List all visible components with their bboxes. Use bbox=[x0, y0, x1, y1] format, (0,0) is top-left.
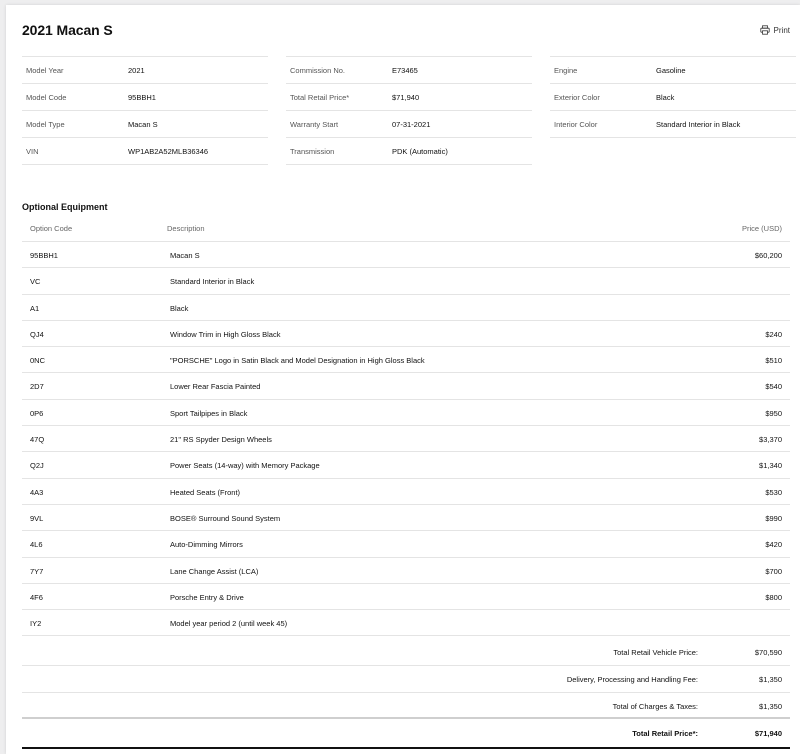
spec-row bbox=[22, 56, 268, 83]
spec-value: 2021 bbox=[128, 65, 145, 75]
spec-label: Transmission bbox=[290, 146, 335, 156]
price-cell: $510 bbox=[765, 356, 782, 366]
total-value: $70,590 bbox=[754, 648, 782, 657]
table-row bbox=[22, 505, 790, 531]
vehicle-details-card bbox=[6, 5, 800, 754]
table-row bbox=[22, 295, 790, 321]
description-cell: 21" RS Spyder Design Wheels bbox=[170, 435, 272, 445]
spec-row bbox=[550, 56, 796, 83]
page-title: 2021 Macan S bbox=[22, 22, 113, 38]
spec-column-3 bbox=[550, 56, 796, 165]
printer-icon bbox=[760, 25, 770, 35]
table-row bbox=[22, 479, 790, 505]
price-cell: $800 bbox=[765, 592, 782, 602]
table-row bbox=[22, 531, 790, 557]
option-code-cell: 4F6 bbox=[30, 592, 43, 602]
option-code-cell: VC bbox=[30, 277, 41, 287]
price-cell: $990 bbox=[765, 513, 782, 523]
spec-column-1 bbox=[22, 56, 268, 165]
total-value: $1,350 bbox=[759, 675, 782, 684]
price-cell: $1,340 bbox=[759, 461, 782, 471]
optional-equipment-title: Optional Equipment bbox=[22, 202, 108, 212]
spec-row bbox=[22, 137, 268, 165]
header-price: Price (USD) bbox=[741, 224, 782, 233]
description-cell: Window Trim in High Gloss Black bbox=[170, 329, 281, 339]
totals-section bbox=[22, 639, 790, 719]
table-row bbox=[22, 426, 790, 452]
table-row bbox=[22, 400, 790, 426]
spec-column-2 bbox=[286, 56, 532, 165]
vehicle-specs bbox=[22, 56, 796, 165]
spec-label: Model Year bbox=[26, 65, 64, 75]
table-row bbox=[22, 584, 790, 610]
grand-total-label: Total Retail Price*: bbox=[632, 729, 698, 738]
description-cell: Lane Change Assist (LCA) bbox=[170, 566, 259, 576]
option-code-cell: IY2 bbox=[30, 619, 42, 629]
spec-value: Gasoline bbox=[656, 65, 686, 75]
option-code-cell: 7Y7 bbox=[30, 566, 44, 576]
total-row bbox=[22, 693, 790, 719]
equipment-table-body bbox=[22, 242, 790, 636]
spec-value: E73465 bbox=[392, 65, 418, 75]
option-code-cell: 0P6 bbox=[30, 408, 44, 418]
spec-row bbox=[286, 137, 532, 165]
option-code-cell: 47Q bbox=[30, 435, 45, 445]
price-cell: $60,200 bbox=[754, 251, 782, 260]
price-cell: $950 bbox=[765, 408, 782, 418]
price-cell: $700 bbox=[765, 566, 782, 576]
description-cell: BOSE® Surround Sound System bbox=[170, 513, 281, 523]
option-code-cell: 4A3 bbox=[30, 487, 44, 497]
spec-row bbox=[286, 110, 532, 137]
spec-value: WP1AB2A52MLB36346 bbox=[128, 146, 209, 156]
description-cell: Porsche Entry & Drive bbox=[170, 592, 244, 602]
table-row bbox=[22, 242, 790, 268]
price-cell: $530 bbox=[765, 487, 782, 497]
price-cell: $540 bbox=[765, 382, 782, 392]
price-cell: $240 bbox=[765, 329, 782, 339]
spec-value: Macan S bbox=[128, 119, 158, 129]
description-cell: Macan S bbox=[170, 251, 200, 260]
grand-total-row bbox=[22, 717, 790, 749]
header-option-code: Option Code bbox=[30, 224, 73, 233]
description-cell: Heated Seats (Front) bbox=[170, 487, 241, 497]
option-code-cell: 9VL bbox=[30, 513, 44, 523]
spec-label: Commission No. bbox=[290, 65, 346, 75]
equipment-table-header bbox=[22, 215, 790, 242]
spec-label: Interior Color bbox=[554, 119, 598, 129]
print-button[interactable] bbox=[760, 25, 790, 35]
spec-label: VIN bbox=[26, 146, 39, 156]
header-description: Description bbox=[167, 224, 205, 233]
spec-row bbox=[22, 83, 268, 110]
spec-label: Warranty Start bbox=[290, 119, 339, 129]
total-label: Delivery, Processing and Handling Fee: bbox=[566, 675, 698, 684]
spec-value: 95BBH1 bbox=[128, 92, 156, 102]
total-value: $1,350 bbox=[759, 702, 782, 711]
price-cell: $3,370 bbox=[759, 435, 782, 445]
option-code-cell: A1 bbox=[30, 303, 40, 313]
table-row bbox=[22, 321, 790, 347]
description-cell: Auto-Dimming Mirrors bbox=[170, 540, 243, 550]
total-row bbox=[22, 639, 790, 666]
spec-value: 07-31-2021 bbox=[392, 119, 431, 129]
spec-value: $71,940 bbox=[392, 92, 420, 102]
table-row bbox=[22, 373, 790, 399]
description-cell: Power Seats (14-way) with Memory Package bbox=[170, 461, 320, 471]
option-code-cell: QJ4 bbox=[30, 329, 44, 339]
description-cell: Model year period 2 (until week 45) bbox=[170, 619, 288, 629]
spec-label: Model Type bbox=[26, 119, 65, 129]
description-cell: Standard Interior in Black bbox=[170, 277, 255, 287]
grand-total-value: $71,940 bbox=[754, 729, 782, 738]
table-row bbox=[22, 268, 790, 294]
option-code-cell: 95BBH1 bbox=[30, 251, 58, 260]
total-label: Total Retail Vehicle Price: bbox=[613, 648, 698, 657]
description-cell: Black bbox=[170, 303, 189, 313]
table-row bbox=[22, 558, 790, 584]
option-code-cell: 4L6 bbox=[30, 540, 43, 550]
print-label: Print bbox=[773, 25, 790, 35]
option-code-cell: 0NC bbox=[30, 356, 46, 366]
price-cell: $420 bbox=[765, 540, 782, 550]
spec-row bbox=[286, 56, 532, 83]
option-code-cell: Q2J bbox=[30, 461, 44, 471]
spec-row bbox=[550, 83, 796, 110]
option-code-cell: 2D7 bbox=[30, 382, 44, 392]
spec-value: Standard Interior in Black bbox=[656, 119, 741, 129]
description-cell: "PORSCHE" Logo in Satin Black and Model Designation in High Gloss Black bbox=[170, 356, 425, 366]
spec-value: PDK (Automatic) bbox=[392, 146, 448, 156]
total-label: Total of Charges & Taxes: bbox=[612, 702, 698, 711]
spec-label: Total Retail Price* bbox=[290, 92, 350, 102]
spec-row bbox=[550, 110, 796, 138]
table-row bbox=[22, 452, 790, 478]
spec-row bbox=[286, 83, 532, 110]
spec-row bbox=[22, 110, 268, 137]
spec-label: Exterior Color bbox=[554, 92, 600, 102]
table-row bbox=[22, 610, 790, 636]
spec-label: Engine bbox=[554, 65, 578, 75]
spec-label: Model Code bbox=[26, 92, 67, 102]
total-row bbox=[22, 666, 790, 693]
spec-value: Black bbox=[656, 92, 675, 102]
table-row bbox=[22, 347, 790, 373]
description-cell: Sport Tailpipes in Black bbox=[170, 408, 248, 418]
description-cell: Lower Rear Fascia Painted bbox=[170, 382, 261, 392]
